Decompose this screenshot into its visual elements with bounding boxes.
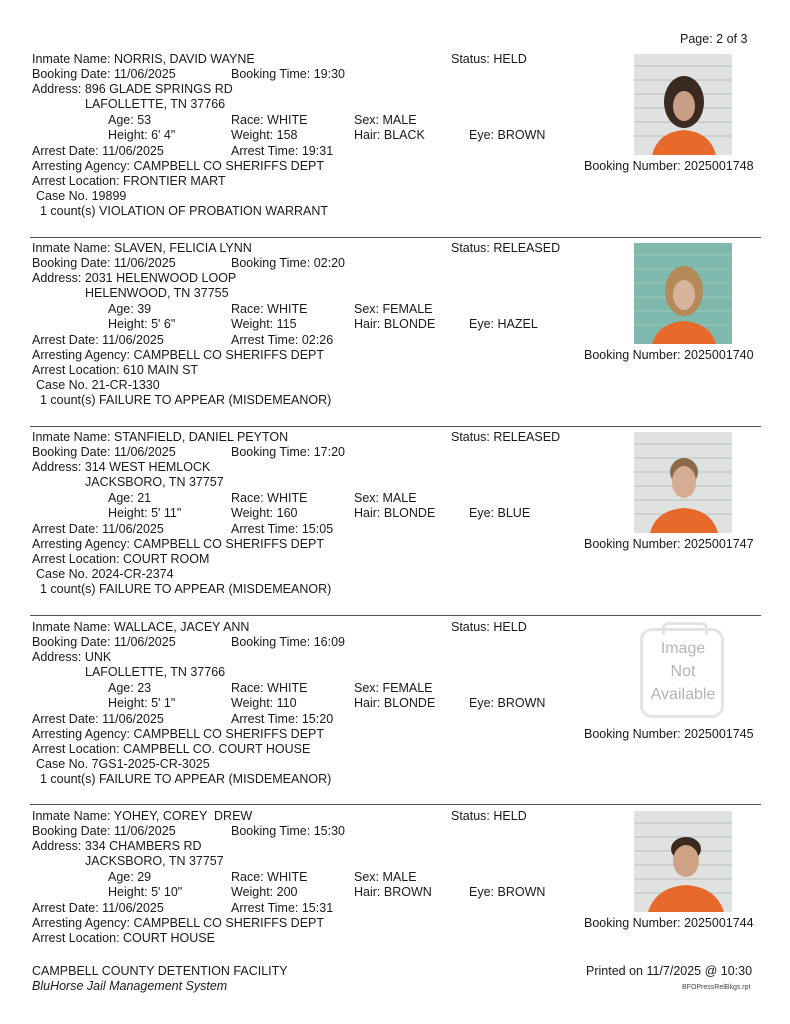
eye-line: Eye: BROWN — [469, 885, 546, 899]
mugshot-icon — [634, 811, 732, 912]
inmate-name-line: Inmate Name: SLAVEN, FELICIA LYNN — [32, 241, 252, 255]
age-line: Age: 29 — [108, 870, 152, 884]
inmate-name: SLAVEN, FELICIA LYNN — [114, 241, 252, 255]
race-line: Race: WHITE — [231, 681, 308, 695]
arrest-time-line: Arrest Time: 15:05 — [231, 522, 334, 536]
age-line: Age: 21 — [108, 491, 152, 505]
record-divider — [30, 615, 761, 616]
race-line: Race: WHITE — [231, 491, 308, 505]
address-city-line: JACKSBORO, TN 37757 — [85, 475, 224, 489]
arrest-time-line: Arrest Time: 15:31 — [231, 901, 334, 915]
arrest-time-line: Arrest Time: 15:20 — [231, 712, 334, 726]
booking-time-line: Booking Time: 19:30 — [231, 67, 345, 81]
address-city-line: HELENWOOD, TN 37755 — [85, 286, 229, 300]
sex-line: Sex: MALE — [354, 870, 417, 884]
booking-number-line: Booking Number: 2025001744 — [584, 916, 754, 930]
case-number-line: Case No. 2024-CR-2374 — [36, 567, 174, 581]
sex-line: Sex: MALE — [354, 491, 417, 505]
arrest-date-line: Arrest Date: 11/06/2025 — [32, 901, 164, 915]
mugshot-icon — [634, 243, 732, 344]
race-line: Race: WHITE — [231, 302, 308, 316]
inmate-name-line: Inmate Name: NORRIS, DAVID WAYNE — [32, 52, 255, 66]
height-line: Height: 5' 1" — [108, 696, 176, 710]
inmate-name-line: Inmate Name: WALLACE, JACEY ANN — [32, 620, 250, 634]
facility-name: CAMPBELL COUNTY DETENTION FACILITY — [32, 964, 288, 978]
mugshot-icon — [634, 432, 732, 533]
booking-number-line: Booking Number: 2025001748 — [584, 159, 754, 173]
hair-line: Hair: BLONDE — [354, 696, 436, 710]
arrest-date-line: Arrest Date: 11/06/2025 — [32, 333, 164, 347]
arresting-agency-line: Arresting Agency: CAMPBELL CO SHERIFFS DEPT — [32, 727, 324, 741]
status-line: Status: HELD — [451, 620, 527, 634]
height-line: Height: 5' 10" — [108, 885, 183, 899]
status-line: Status: HELD — [451, 809, 527, 823]
charge-line: 1 count(s) FAILURE TO APPEAR (MISDEMEANOR) — [40, 393, 332, 407]
inmate-name: YOHEY, COREY DREW — [113, 809, 253, 823]
charge-line: 1 count(s) FAILURE TO APPEAR (MISDEMEANOR) — [40, 582, 332, 596]
hair-line: Hair: BROWN — [354, 885, 432, 899]
booking-time-line: Booking Time: 17:20 — [231, 445, 345, 459]
arrest-location-line: Arrest Location: COURT ROOM — [32, 552, 210, 566]
arresting-agency-line: Arresting Agency: CAMPBELL CO SHERIFFS DEPT — [32, 537, 324, 551]
arrest-location-line: Arrest Location: FRONTIER MART — [32, 174, 226, 188]
address-line: Address: 334 CHAMBERS RD — [32, 839, 202, 853]
arrest-location-line: Arrest Location: 610 MAIN ST — [32, 363, 199, 377]
booking-date-line: Booking Date: 11/06/2025 — [32, 445, 176, 459]
eye-line: Eye: HAZEL — [469, 317, 538, 331]
age-line: Age: 53 — [108, 113, 152, 127]
mugshot-photo — [634, 243, 732, 344]
record-divider — [30, 804, 761, 805]
inmate-name: WALLACE, JACEY ANN — [114, 620, 250, 634]
case-number-line: Case No. 21-CR-1330 — [36, 378, 160, 392]
arrest-location-line: Arrest Location: CAMPBELL CO. COURT HOUSE — [32, 742, 311, 756]
booking-time-line: Booking Time: 16:09 — [231, 635, 345, 649]
weight-line: Weight: 158 — [231, 128, 298, 142]
hair-line: Hair: BLONDE — [354, 506, 436, 520]
race-line: Race: WHITE — [231, 870, 308, 884]
case-number-line: Case No. 19899 — [36, 189, 127, 203]
address-city-line: LAFOLLETTE, TN 37766 — [85, 97, 226, 111]
system-name: BluHorse Jail Management System — [32, 979, 228, 993]
status-value: RELEASED — [493, 241, 561, 255]
booking-time-line: Booking Time: 15:30 — [231, 824, 345, 838]
status-value: HELD — [493, 809, 527, 823]
booking-date-line: Booking Date: 11/06/2025 — [32, 67, 176, 81]
arresting-agency-line: Arresting Agency: CAMPBELL CO SHERIFFS DEPT — [32, 348, 324, 362]
address-line: Address: UNK — [32, 650, 112, 664]
address-city-line: JACKSBORO, TN 37757 — [85, 854, 224, 868]
booking-number-line: Booking Number: 2025001747 — [584, 537, 754, 551]
status-line: Status: RELEASED — [451, 430, 561, 444]
inmate-name: NORRIS, DAVID WAYNE — [114, 52, 255, 66]
mugshot-icon — [634, 54, 732, 155]
address-line: Address: 314 WEST HEMLOCK — [32, 460, 211, 474]
inmate-record-slaven — [0, 241, 790, 431]
address-line: Address: 896 GLADE SPRINGS RD — [32, 82, 233, 96]
image-not-available — [634, 622, 732, 723]
sex-line: Sex: MALE — [354, 113, 417, 127]
eye-line: Eye: BROWN — [469, 696, 546, 710]
charge-line: 1 count(s) FAILURE TO APPEAR (MISDEMEANOR) — [40, 772, 332, 786]
inmate-name-line: Inmate Name: STANFIELD, DANIEL PEYTON — [32, 430, 289, 444]
booking-time-line: Booking Time: 02:20 — [231, 256, 345, 270]
arrest-time-line: Arrest Time: 19:31 — [231, 144, 334, 158]
inmate-record-wallace — [0, 620, 790, 810]
arresting-agency-line: Arresting Agency: CAMPBELL CO SHERIFFS DEPT — [32, 916, 324, 930]
address-line: Address: 2031 HELENWOOD LOOP — [32, 271, 237, 285]
arrest-date-line: Arrest Date: 11/06/2025 — [32, 144, 164, 158]
status-value: HELD — [493, 52, 527, 66]
inmate-record-stanfield — [0, 430, 790, 620]
height-line: Height: 5' 11" — [108, 506, 182, 520]
mugshot-photo — [634, 811, 732, 912]
inmate-name: STANFIELD, DANIEL PEYTON — [114, 430, 289, 444]
status-value: HELD — [493, 620, 527, 634]
mugshot-photo — [634, 432, 732, 533]
booking-date-line: Booking Date: 11/06/2025 — [32, 635, 176, 649]
record-divider — [30, 426, 761, 427]
printed-timestamp: Printed on 11/7/2025 @ 10:30 — [586, 964, 753, 978]
race-line: Race: WHITE — [231, 113, 308, 127]
charge-line: 1 count(s) VIOLATION OF PROBATION WARRANT — [40, 204, 329, 218]
weight-line: Weight: 200 — [231, 885, 298, 899]
status-line: Status: RELEASED — [451, 241, 561, 255]
weight-line: Weight: 115 — [231, 317, 297, 331]
sex-line: Sex: FEMALE — [354, 302, 433, 316]
record-divider — [30, 237, 761, 238]
image-not-available-text: Image Not Available — [650, 640, 716, 703]
arresting-agency-line: Arresting Agency: CAMPBELL CO SHERIFFS DEPT — [32, 159, 324, 173]
arrest-location-line: Arrest Location: COURT HOUSE — [32, 931, 215, 945]
report-filename: BFOPressRelBkgs.rpt — [682, 984, 751, 991]
inmate-name-line: Inmate Name: YOHEY, COREY DREW — [32, 809, 253, 823]
inmate-record-norris — [0, 52, 790, 242]
sex-line: Sex: FEMALE — [354, 681, 433, 695]
weight-line: Weight: 160 — [231, 506, 298, 520]
booking-number-line: Booking Number: 2025001740 — [584, 348, 754, 362]
height-line: Height: 5' 6" — [108, 317, 176, 331]
eye-line: Eye: BROWN — [469, 128, 546, 142]
arrest-time-line: Arrest Time: 02:26 — [231, 333, 334, 347]
arrest-date-line: Arrest Date: 11/06/2025 — [32, 522, 164, 536]
hair-line: Hair: BLONDE — [354, 317, 436, 331]
hair-line: Hair: BLACK — [354, 128, 425, 142]
booking-date-line: Booking Date: 11/06/2025 — [32, 824, 176, 838]
status-line: Status: HELD — [451, 52, 527, 66]
case-number-line: Case No. 7GS1-2025-CR-3025 — [36, 757, 210, 771]
age-line: Age: 23 — [108, 681, 152, 695]
page-number: Page: 2 of 3 — [680, 32, 748, 46]
age-line: Age: 39 — [108, 302, 152, 316]
booking-number-line: Booking Number: 2025001745 — [584, 727, 754, 741]
height-line: Height: 6' 4" — [108, 128, 176, 142]
address-city-line: LAFOLLETTE, TN 37766 — [85, 665, 226, 679]
weight-line: Weight: 110 — [231, 696, 297, 710]
status-value: RELEASED — [493, 430, 561, 444]
booking-date-line: Booking Date: 11/06/2025 — [32, 256, 176, 270]
eye-line: Eye: BLUE — [469, 506, 531, 520]
mugshot-photo — [634, 54, 732, 155]
arrest-date-line: Arrest Date: 11/06/2025 — [32, 712, 164, 726]
